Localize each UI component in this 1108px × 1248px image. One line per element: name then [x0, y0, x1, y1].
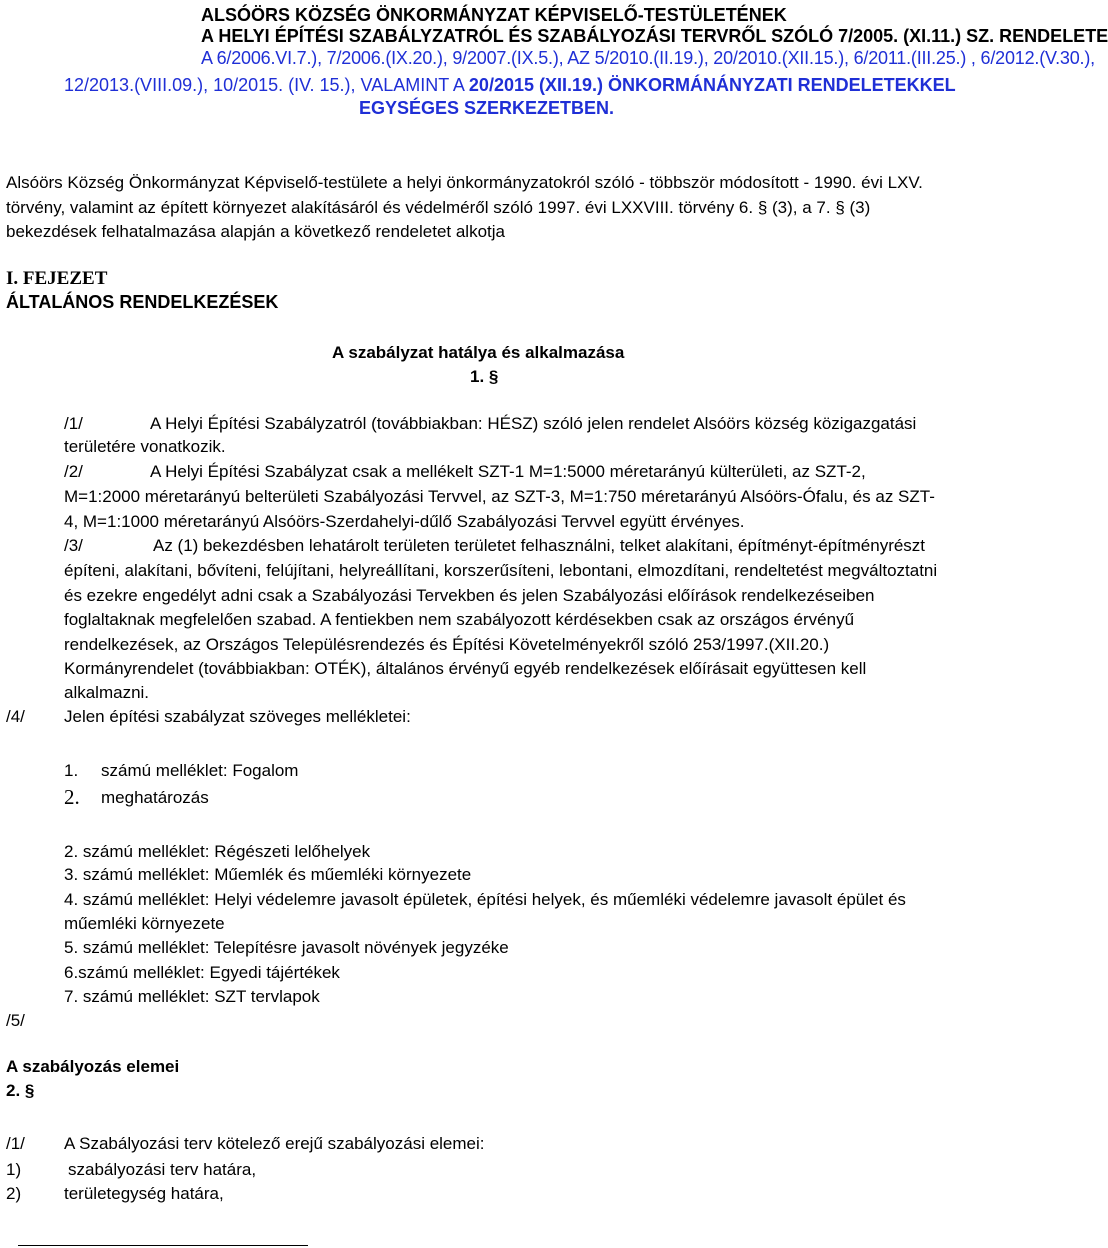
para-3-line7: alkalmazni.	[64, 683, 150, 702]
chapter-title: ÁLTALÁNOS RENDELKEZÉSEK	[6, 292, 279, 312]
annex-4-line2: műemléki környezete	[64, 914, 225, 933]
annex-3: 3. számú melléklet: Műemlék és műemléki környezete	[64, 865, 472, 884]
doc-title-line1: ALSÓÖRS KÖZSÉG ÖNKORMÁNYZAT KÉPVISELŐ-TESTÜLETÉNEK	[201, 5, 787, 25]
doc-title-line5: EGYSÉGES SZERKEZETBEN.	[359, 98, 615, 118]
para-4-text: Jelen építési szabályzat szöveges mellékletei:	[64, 707, 411, 726]
para-2-line3: 4, M=1:1000 méretarányú Alsóörs-Szerdahelyi-dűlő Szabályozási Tervvel együtt érvényes.	[64, 512, 745, 531]
para-3-line4: foglaltaknak megfelelően szabad. A fentiekben nem szabályozott kérdésekben csak az országos érvényű	[64, 610, 855, 629]
para-2-marker: /2/	[64, 462, 83, 481]
s2-item-2-number: 2)	[6, 1184, 22, 1203]
doc-title-line2: A HELYI ÉPÍTÉSI SZABÁLYZATRÓL ÉS SZABÁLYOZÁSI TERVRŐL SZÓLÓ 7/2005. (XI.11.) SZ. RENDELETE	[201, 26, 1108, 46]
para-1-line2: területére vonatkozik.	[64, 437, 226, 456]
annex-1-number: 1.	[64, 761, 79, 780]
preamble-line3: bekezdések felhatalmazása alapján a következő rendeletet alkotja	[6, 222, 505, 241]
annex-1b-number: 2.	[64, 785, 80, 809]
para-1-line1: A Helyi Építési Szabályzatról (továbbiakban: HÉSZ) szóló jelen rendelet Alsóörs község közigazgatási	[150, 414, 917, 433]
amendments-list: 12/2013.(VIII.09.), 10/2015. (IV. 15.), VALAMINT A	[64, 75, 464, 95]
chapter-number: I. FEJEZET	[6, 268, 108, 289]
para-3-marker: /3/	[64, 536, 83, 555]
para-3-line1: Az (1) bekezdésben lehatárolt területen területet felhasználni, telket alakítani, építményt-építményrészt	[153, 536, 926, 555]
s2-item-1-text: szabályozási terv határa,	[68, 1160, 257, 1179]
para-3-line2: építeni, alakítani, bővíteni, felújítani, helyreállítani, korszerűsíteni, lebontani, elmozdítani, rendeltetést megváltoztatni	[64, 561, 938, 580]
annex-2: 2. számú melléklet: Régészeti lelőhelyek	[64, 842, 371, 861]
para-5-marker: /5/	[6, 1011, 25, 1030]
annex-5: 5. számú melléklet: Telepítésre javasolt növények jegyzéke	[64, 938, 509, 957]
s2-para-1-text: A Szabályozási terv kötelező erejű szabályozási elemei:	[64, 1134, 485, 1153]
annex-6: 6.számú melléklet: Egyedi tájértékek	[64, 963, 340, 982]
annex-1b-text: meghatározás	[101, 788, 209, 807]
doc-title-line3: A 6/2006.VI.7.), 7/2006.(IX.20.), 9/2007.(IX.5.), AZ 5/2010.(II.19.), 20/2010.(XII.15.), 6/2011.(III.25.) , 6/2012.(V.30.),	[201, 48, 1095, 68]
para-2-line2: M=1:2000 méretarányú belterületi Szabályozási Tervvel, az SZT-3, M=1:750 méretarányú Alsóörs-Ófalu, és az SZT-	[64, 487, 935, 506]
preamble-line2: törvény, valamint az épített környezet alakításáról és védelméről szóló 1997. évi LXXVIII. törvény 6. § (3), a 7. § (3)	[6, 198, 871, 217]
para-3-line6: Kormányrendelet (továbbiakban: OTÉK), általános érvényű egyéb rendelkezések előírásait együttesen kell	[64, 659, 867, 678]
annex-7: 7. számú melléklet: SZT tervlapok	[64, 987, 320, 1006]
amendments-list-bold: 20/2015 (XII.19.) ÖNKORMÁNÁNYZATI RENDELETEKKEL	[468, 75, 956, 95]
s2-para-1-marker: /1/	[6, 1134, 25, 1153]
doc-title-line4	[64, 75, 956, 95]
annex-4-line1: 4. számú melléklet: Helyi védelemre javasolt épületek, építési helyek, és műemléki védelemre javasolt épület és	[64, 890, 906, 909]
para-2-line1: A Helyi Építési Szabályzat csak a mellékelt SZT-1 M=1:5000 méretarányú külterületi, az SZT-2,	[150, 462, 866, 481]
section1-heading: A szabályzat hatálya és alkalmazása	[332, 343, 625, 362]
s2-item-1-number: 1)	[6, 1160, 22, 1179]
section2-heading: A szabályozás elemei	[6, 1057, 180, 1076]
footnote-separator	[18, 1245, 308, 1246]
para-3-line5: rendelkezések, az Országos Településrendezés és Építési Követelményekről szóló 253/1997.(XII.20.)	[64, 635, 830, 654]
section1-number: 1. §	[470, 367, 499, 386]
preamble-line1: Alsóörs Község Önkormányzat Képviselő-testülete a helyi önkormányzatokról szóló - többször módosított - 1990. évi LXV.	[6, 173, 923, 192]
para-1-marker: /1/	[64, 414, 83, 433]
section2-number: 2. §	[6, 1081, 35, 1100]
para-3-line3: és ezekre engedélyt adni csak a Szabályozási Tervekben és jelen Szabályozási előírások rendelkezéseiben	[64, 586, 875, 605]
para-4-marker: /4/	[6, 707, 25, 726]
annex-1-text: számú melléklet: Fogalom	[101, 761, 299, 780]
s2-item-2-text: területegység határa,	[64, 1184, 224, 1203]
